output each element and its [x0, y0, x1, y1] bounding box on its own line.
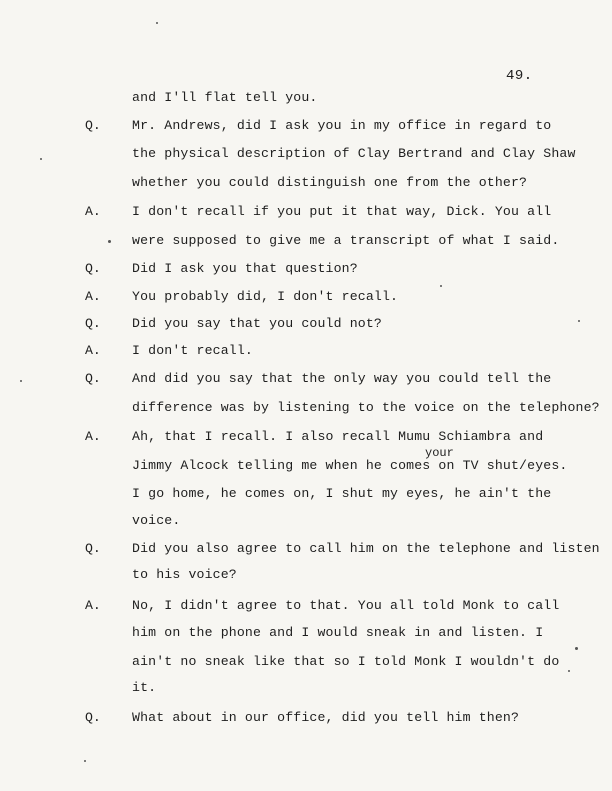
- scan-speck: [568, 670, 570, 672]
- transcript-line: the physical description of Clay Bertrand and Clay Shaw: [132, 146, 576, 161]
- speaker-label: A.: [85, 429, 101, 444]
- transcript-line: difference was by listening to the voice on the telephone?: [132, 400, 600, 415]
- speaker-label: Q.: [85, 261, 101, 276]
- scan-speck: [440, 285, 442, 287]
- speaker-label: Q.: [85, 118, 101, 133]
- speaker-label: A.: [85, 204, 101, 219]
- speaker-label: A.: [85, 598, 101, 613]
- transcript-line: And did you say that the only way you could tell the: [132, 371, 552, 386]
- scan-speck: [575, 647, 578, 650]
- transcript-line: Did you also agree to call him on the telephone and listen: [132, 541, 600, 556]
- scan-speck: [84, 760, 86, 762]
- transcript-line: Jimmy Alcock telling me when he comes on TV shut/eyes.: [132, 458, 568, 473]
- transcript-line: I don't recall.: [132, 343, 253, 358]
- transcript-line: Mr. Andrews, did I ask you in my office in regard to: [132, 118, 552, 133]
- handwritten-insertion: your: [425, 446, 454, 460]
- transcript-line: What about in our office, did you tell him then?: [132, 710, 520, 725]
- transcript-line: You probably did, I don't recall.: [132, 289, 399, 304]
- transcript-line: it.: [132, 680, 157, 695]
- transcript-line: Did you say that you could not?: [132, 316, 382, 331]
- transcript-line: whether you could distinguish one from the other?: [132, 175, 528, 190]
- speaker-label: A.: [85, 289, 101, 304]
- scan-speck: [578, 320, 580, 322]
- page-number: 49.: [506, 68, 533, 84]
- transcript-line: and I'll flat tell you.: [132, 90, 318, 105]
- transcript-line: ain't no sneak like that so I told Monk I wouldn't do: [132, 654, 560, 669]
- scan-speck: [108, 240, 111, 243]
- transcript-line: him on the phone and I would sneak in and listen. I: [132, 625, 544, 640]
- scan-speck: [20, 380, 22, 382]
- speaker-label: A.: [85, 343, 101, 358]
- transcript-line: were supposed to give me a transcript of what I said.: [132, 233, 560, 248]
- speaker-label: Q.: [85, 710, 101, 725]
- speaker-label: Q.: [85, 541, 101, 556]
- transcript-line: voice.: [132, 513, 181, 528]
- transcript-line: Did I ask you that question?: [132, 261, 358, 276]
- transcript-line: I go home, he comes on, I shut my eyes, he ain't the: [132, 486, 552, 501]
- transcript-line: No, I didn't agree to that. You all told Monk to call: [132, 598, 560, 613]
- transcript-line: I don't recall if you put it that way, Dick. You all: [132, 204, 552, 219]
- scan-speck: [40, 158, 42, 160]
- speaker-label: Q.: [85, 316, 101, 331]
- transcript-line: to his voice?: [132, 567, 237, 582]
- scan-speck: [156, 22, 158, 24]
- transcript-line: Ah, that I recall. I also recall Mumu Schiambra and: [132, 429, 544, 444]
- speaker-label: Q.: [85, 371, 101, 386]
